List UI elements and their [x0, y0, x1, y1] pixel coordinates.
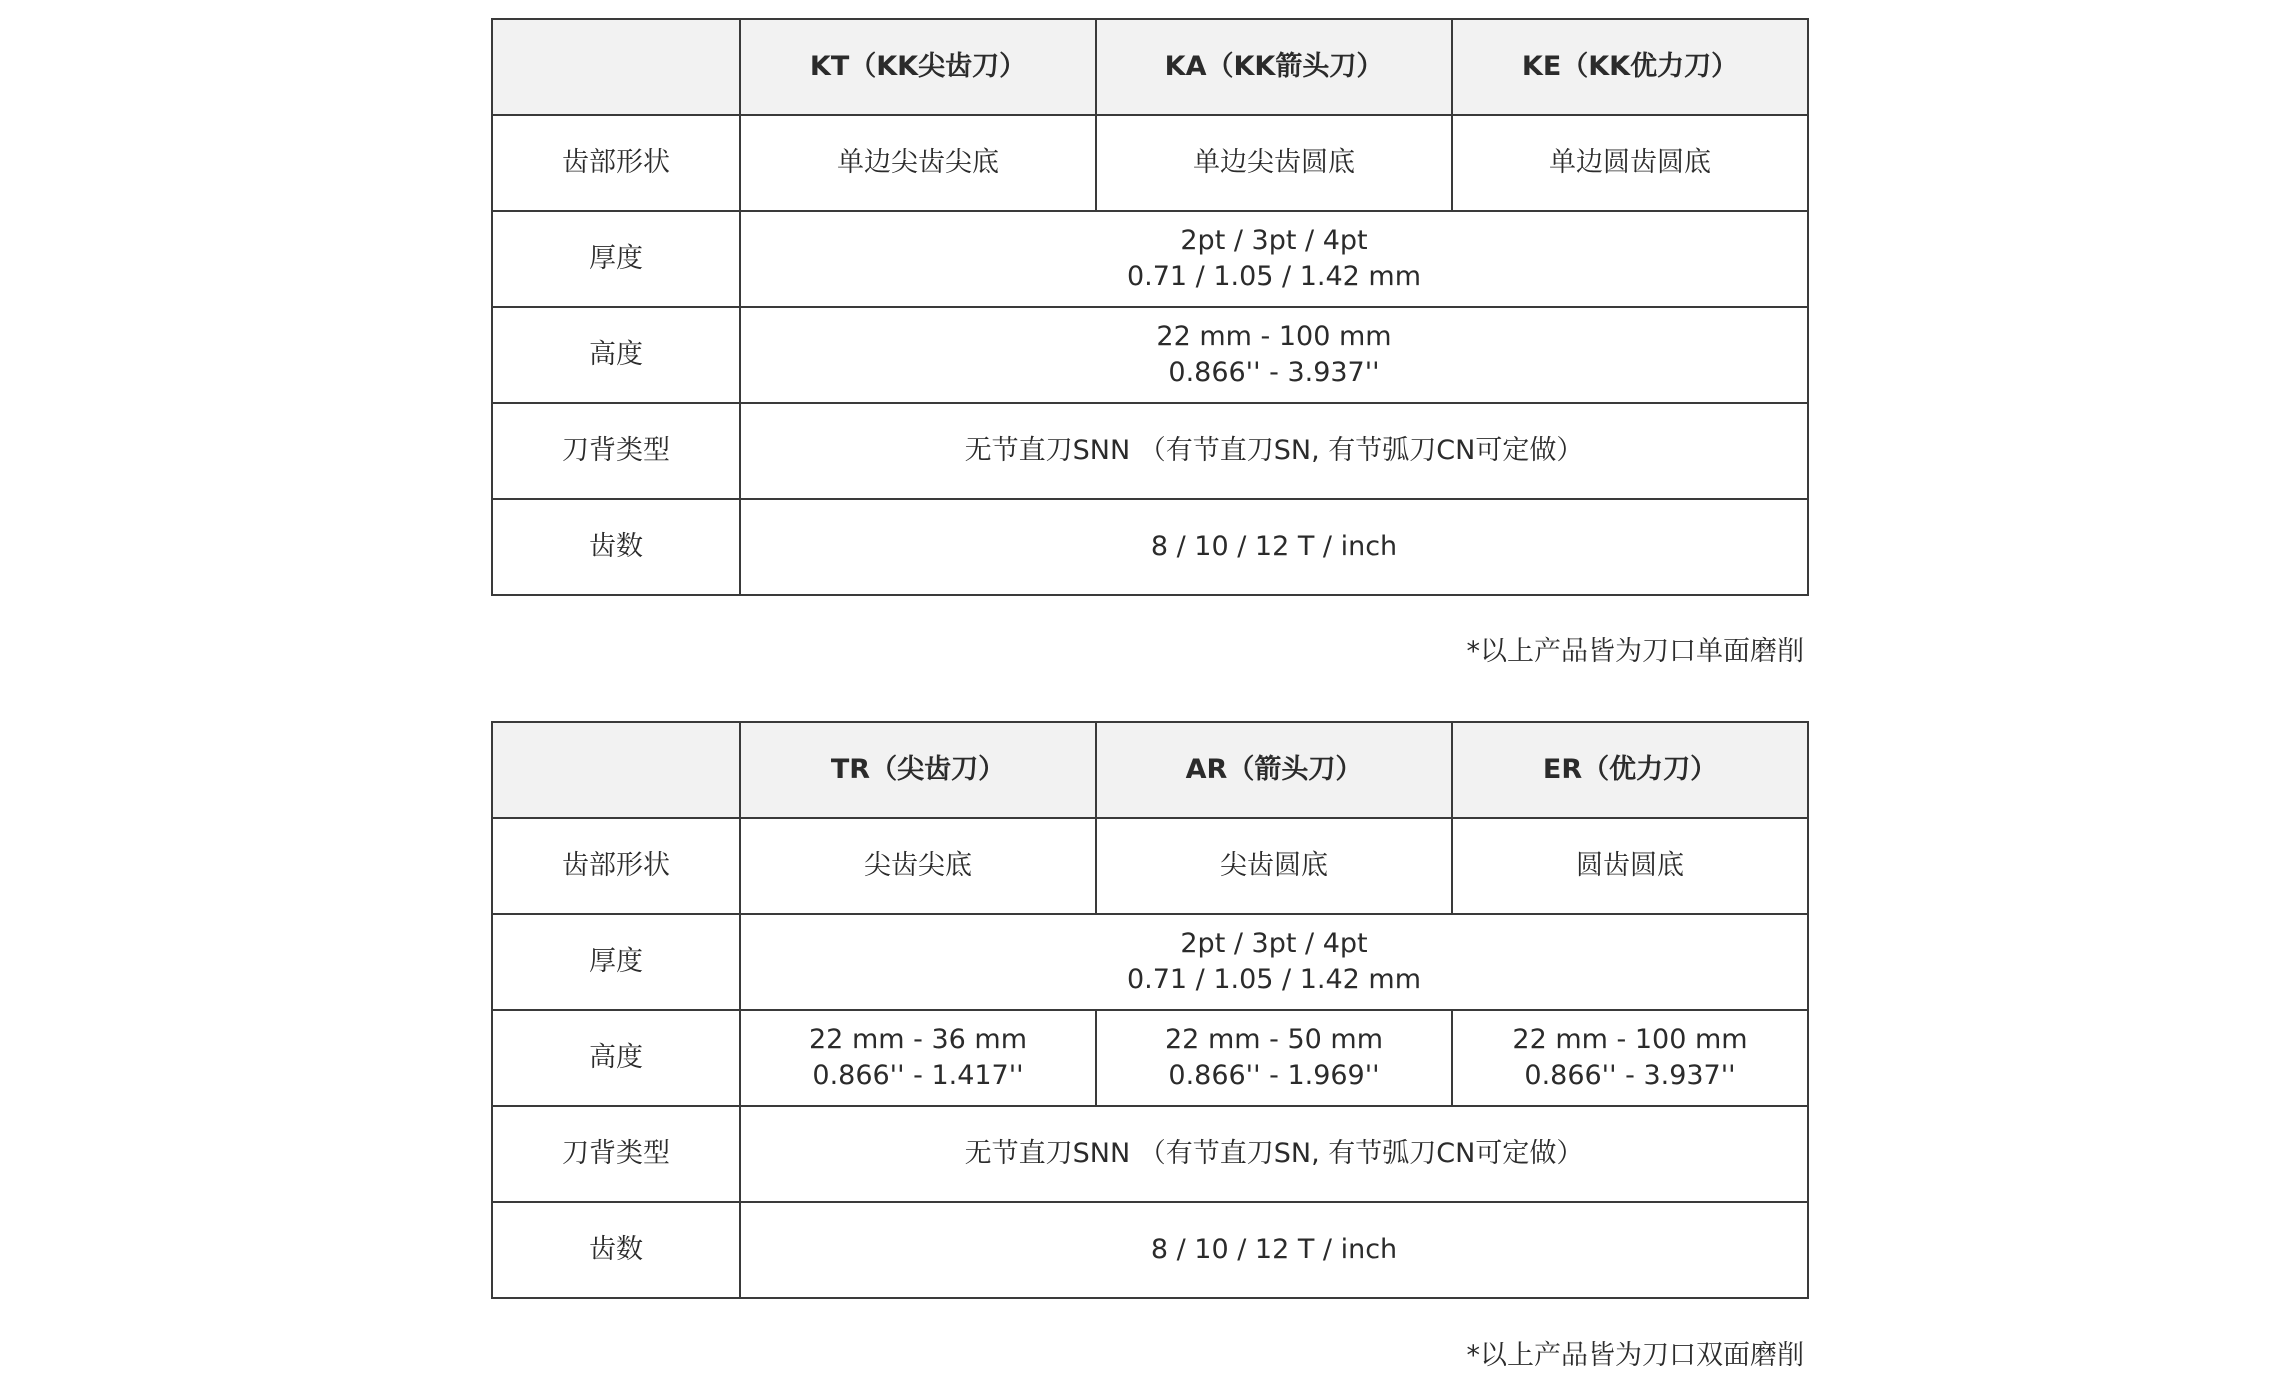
row-label-tooth-shape: 齿部形状	[492, 115, 740, 211]
cell-tooth-shape-kt: 单边尖齿尖底	[740, 115, 1096, 211]
header-ka: KA（KK箭头刀）	[1096, 19, 1452, 115]
cell-thickness	[740, 211, 1808, 307]
thickness-mm: 0.71 / 1.05 / 1.42 mm	[1126, 964, 1422, 995]
footnote-double-grind: *以上产品皆为刀口双面磨削	[1466, 1340, 1804, 1371]
height-mm: 22 mm - 50 mm	[1165, 1024, 1383, 1055]
cell-height-er	[1452, 1010, 1808, 1106]
cell-tooth-shape-ar: 尖齿圆底	[1096, 818, 1452, 914]
cell-height	[740, 307, 1808, 403]
header-corner-cell	[492, 722, 740, 818]
cell-thickness	[740, 914, 1808, 1010]
table-row	[492, 499, 1808, 595]
row-label-tooth-shape: 齿部形状	[492, 818, 740, 914]
height-mm: 22 mm - 100 mm	[1156, 321, 1392, 352]
height-inch: 0.866'' - 3.937''	[1524, 1060, 1736, 1091]
table-row	[492, 211, 1808, 307]
header-er: ER（优力刀）	[1452, 722, 1808, 818]
table-row	[492, 115, 1808, 211]
row-label-teeth-count: 齿数	[492, 1202, 740, 1298]
row-label-height: 高度	[492, 1010, 740, 1106]
thickness-mm: 0.71 / 1.05 / 1.42 mm	[1126, 261, 1422, 292]
cell-height-ar	[1096, 1010, 1452, 1106]
table-row	[492, 818, 1808, 914]
row-label-teeth-count: 齿数	[492, 499, 740, 595]
cell-back-type: 无节直刀SNN （有节直刀SN, 有节弧刀CN可定做）	[740, 1106, 1808, 1202]
height-inch: 0.866'' - 1.417''	[812, 1060, 1024, 1091]
header-ke: KE（KK优力刀）	[1452, 19, 1808, 115]
cell-teeth-count: 8 / 10 / 12 T / inch	[740, 1202, 1808, 1298]
height-inch: 0.866'' - 1.969''	[1168, 1060, 1380, 1091]
row-label-thickness: 厚度	[492, 914, 740, 1010]
table-row	[492, 307, 1808, 403]
row-label-back-type: 刀背类型	[492, 1106, 740, 1202]
header-kt: KT（KK尖齿刀）	[740, 19, 1096, 115]
row-label-back-type: 刀背类型	[492, 403, 740, 499]
cell-tooth-shape-er: 圆齿圆底	[1452, 818, 1808, 914]
table-row	[492, 914, 1808, 1010]
row-label-height: 高度	[492, 307, 740, 403]
table-row	[492, 1202, 1808, 1298]
height-mm: 22 mm - 36 mm	[809, 1024, 1027, 1055]
header-corner-cell	[492, 19, 740, 115]
cell-height-tr	[740, 1010, 1096, 1106]
header-ar: AR（箭头刀）	[1096, 722, 1452, 818]
header-tr: TR（尖齿刀）	[740, 722, 1096, 818]
table-header-row	[492, 722, 1808, 818]
footnote-single-grind: *以上产品皆为刀口单面磨削	[1466, 636, 1804, 667]
cell-tooth-shape-ke: 单边圆齿圆底	[1452, 115, 1808, 211]
cell-tooth-shape-tr: 尖齿尖底	[740, 818, 1096, 914]
cell-teeth-count: 8 / 10 / 12 T / inch	[740, 499, 1808, 595]
table-row	[492, 403, 1808, 499]
table-row	[492, 1106, 1808, 1202]
thickness-pt: 2pt / 3pt / 4pt	[1180, 225, 1368, 256]
cell-back-type: 无节直刀SNN （有节直刀SN, 有节弧刀CN可定做）	[740, 403, 1808, 499]
spec-table-double-grind	[491, 721, 1809, 1299]
height-mm: 22 mm - 100 mm	[1512, 1024, 1748, 1055]
height-inch: 0.866'' - 3.937''	[1168, 357, 1380, 388]
thickness-pt: 2pt / 3pt / 4pt	[1180, 928, 1368, 959]
cell-tooth-shape-ka: 单边尖齿圆底	[1096, 115, 1452, 211]
table-header-row	[492, 19, 1808, 115]
row-label-thickness: 厚度	[492, 211, 740, 307]
spec-table-single-grind	[491, 18, 1809, 596]
table-row	[492, 1010, 1808, 1106]
